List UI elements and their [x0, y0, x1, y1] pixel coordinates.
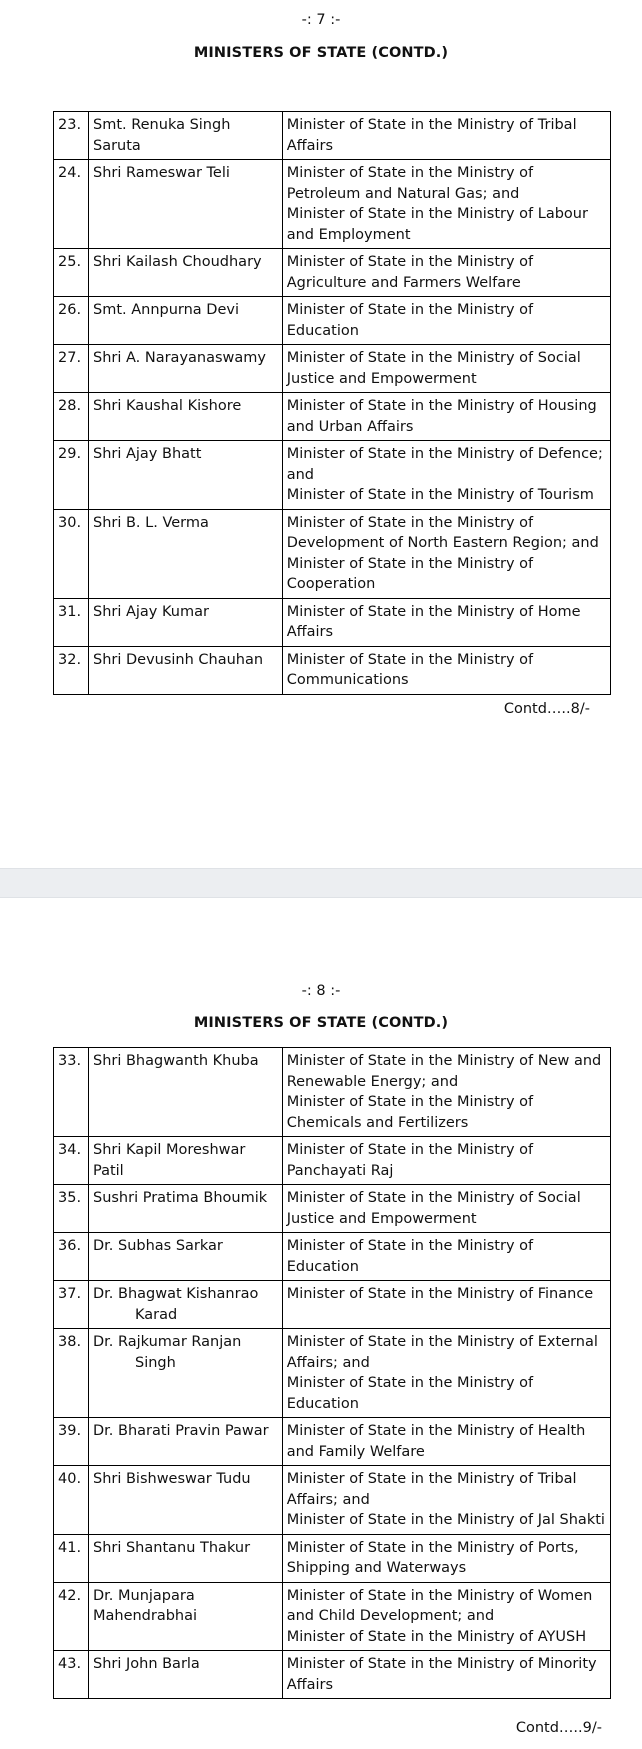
serial-number: 33.	[54, 1048, 89, 1137]
minister-name: Shri Kaushal Kishore	[88, 393, 282, 441]
portfolio-line: Minister of State in the Ministry of External Affairs; and	[286, 1334, 598, 1371]
serial-number: 27.	[54, 345, 89, 393]
minister-name: Shri Ajay Bhatt	[88, 441, 282, 510]
portfolio-line: Minister of State in the Ministry of Defence; and	[286, 446, 603, 483]
portfolio	[282, 1329, 610, 1418]
serial-number: 28.	[54, 393, 89, 441]
portfolio: Minister of State in the Ministry of Social Justice and Empowerment	[282, 345, 610, 393]
document-page-8	[0, 898, 642, 1749]
minister-name: Shri Rameswar Teli	[88, 160, 282, 249]
serial-number: 26.	[54, 297, 89, 345]
portfolio: Minister of State in the Ministry of Communications	[282, 646, 610, 694]
section-heading: MINISTERS OF STATE (CONTD.)	[193, 45, 449, 61]
table-row	[54, 1418, 611, 1466]
portfolio: Minister of State in the Ministry of Minority Affairs	[282, 1651, 610, 1699]
name-line: Dr. Rajkumar Ranjan	[92, 1334, 242, 1350]
serial-number: 41.	[54, 1534, 89, 1582]
portfolio-line: Minister of State in the Ministry of Jal Shakti	[286, 1512, 605, 1528]
serial-number: 37.	[54, 1281, 89, 1329]
portfolio-line: Minister of State in the Ministry of Petroleum and Natural Gas; and	[286, 165, 534, 202]
portfolio: Minister of State in the Ministry of Panchayati Raj	[282, 1137, 610, 1185]
portfolio	[282, 441, 610, 510]
serial-number: 24.	[54, 160, 89, 249]
portfolio: Minister of State in the Ministry of Home Affairs	[282, 598, 610, 646]
serial-number: 23.	[54, 112, 89, 160]
table-row	[54, 1582, 611, 1651]
portfolio-line: Minister of State in the Ministry of Chemicals and Fertilizers	[286, 1094, 534, 1131]
minister-name	[88, 1281, 282, 1329]
serial-number: 29.	[54, 441, 89, 510]
table-row	[54, 1651, 611, 1699]
portfolio	[282, 1048, 610, 1137]
table-row	[54, 112, 611, 160]
portfolio	[282, 509, 610, 598]
portfolio: Minister of State in the Ministry of Housing and Urban Affairs	[282, 393, 610, 441]
minister-name: Shri Bishweswar Tudu	[88, 1466, 282, 1535]
minister-name: Dr. Bharati Pravin Pawar	[88, 1418, 282, 1466]
serial-number: 34.	[54, 1137, 89, 1185]
serial-number: 31.	[54, 598, 89, 646]
minister-name: Shri Kailash Choudhary	[88, 249, 282, 297]
portfolio: Minister of State in the Ministry of Education	[282, 1233, 610, 1281]
serial-number: 40.	[54, 1466, 89, 1535]
portfolio-line: Minister of State in the Ministry of Education	[286, 1375, 534, 1412]
table-row	[54, 393, 611, 441]
portfolio	[282, 1582, 610, 1651]
minister-name: Smt. Renuka Singh Saruta	[88, 112, 282, 160]
serial-number: 36.	[54, 1233, 89, 1281]
portfolio-line: Minister of State in the Ministry of Labour and Employment	[286, 206, 588, 243]
name-line: Karad	[134, 1306, 178, 1323]
table-row	[54, 1534, 611, 1582]
serial-number: 25.	[54, 249, 89, 297]
serial-number: 35.	[54, 1185, 89, 1233]
serial-number: 39.	[54, 1418, 89, 1466]
portfolio: Minister of State in the Ministry of Finance	[282, 1281, 610, 1329]
document-page-7	[0, 0, 642, 868]
table-row	[54, 509, 611, 598]
minister-name: Smt. Annpurna Devi	[88, 297, 282, 345]
portfolio-line: Minister of State in the Ministry of AYUSH	[286, 1628, 587, 1645]
table-row	[54, 297, 611, 345]
continued-note: Contd…..8/-	[503, 701, 590, 717]
minister-name: Shri Shantanu Thakur	[88, 1534, 282, 1582]
minister-name: Shri John Barla	[88, 1651, 282, 1699]
table-row	[54, 1185, 611, 1233]
table-row	[54, 249, 611, 297]
section-heading: MINISTERS OF STATE (CONTD.)	[193, 1015, 449, 1031]
serial-number: 43.	[54, 1651, 89, 1699]
table-row	[54, 1048, 611, 1137]
minister-name: Shri Kapil Moreshwar Patil	[88, 1137, 282, 1185]
page-number: -: 8 :-	[301, 983, 341, 999]
serial-number: 42.	[54, 1582, 89, 1651]
portfolio	[282, 1466, 610, 1535]
portfolio-line: Minister of State in the Ministry of Tourism	[286, 487, 594, 503]
table-row	[54, 1466, 611, 1535]
portfolio: Minister of State in the Ministry of Social Justice and Empowerment	[282, 1185, 610, 1233]
portfolio	[282, 160, 610, 249]
serial-number: 30.	[54, 509, 89, 598]
portfolio: Minister of State in the Ministry of Agriculture and Farmers Welfare	[282, 249, 610, 297]
portfolio-line: Minister of State in the Ministry of Cooperation	[286, 555, 534, 592]
name-line: Singh	[134, 1354, 176, 1371]
ministers-table	[53, 111, 611, 695]
page-number: -: 7 :-	[301, 12, 341, 28]
table-row	[54, 598, 611, 646]
table-row	[54, 1281, 611, 1329]
minister-name: Shri B. L. Verma	[88, 509, 282, 598]
minister-name: Shri Bhagwanth Khuba	[88, 1048, 282, 1137]
minister-name: Shri Devusinh Chauhan	[88, 646, 282, 694]
serial-number: 32.	[54, 646, 89, 694]
serial-number: 38.	[54, 1329, 89, 1418]
minister-name: Dr. Munjapara Mahendrabhai	[88, 1582, 282, 1651]
table-row	[54, 1329, 611, 1418]
portfolio: Minister of State in the Ministry of Ports, Shipping and Waterways	[282, 1534, 610, 1582]
name-line: Dr. Bhagwat Kishanrao	[92, 1286, 259, 1302]
minister-name	[88, 1329, 282, 1418]
table-row	[54, 160, 611, 249]
minister-name: Shri Ajay Kumar	[88, 598, 282, 646]
minister-name: Sushri Pratima Bhoumik	[88, 1185, 282, 1233]
portfolio-line: Minister of State in the Ministry of Women and Child Development; and	[286, 1587, 593, 1624]
table-row	[54, 345, 611, 393]
table-row	[54, 441, 611, 510]
table-row	[54, 1233, 611, 1281]
ministers-table	[53, 1047, 611, 1699]
portfolio-line: Minister of State in the Ministry of Development of North Eastern Region; and	[286, 514, 599, 551]
page-separator	[0, 868, 642, 898]
portfolio: Minister of State in the Ministry of Health and Family Welfare	[282, 1418, 610, 1466]
portfolio: Minister of State in the Ministry of Education	[282, 297, 610, 345]
table-row	[54, 1137, 611, 1185]
portfolio-line: Minister of State in the Ministry of New and Renewable Energy; and	[286, 1053, 602, 1090]
continued-note: Contd…..9/-	[515, 1720, 602, 1736]
portfolio-line: Minister of State in the Ministry of Tribal Affairs; and	[286, 1471, 577, 1508]
minister-name: Dr. Subhas Sarkar	[88, 1233, 282, 1281]
portfolio: Minister of State in the Ministry of Tribal Affairs	[282, 112, 610, 160]
table-row	[54, 646, 611, 694]
minister-name: Shri A. Narayanaswamy	[88, 345, 282, 393]
